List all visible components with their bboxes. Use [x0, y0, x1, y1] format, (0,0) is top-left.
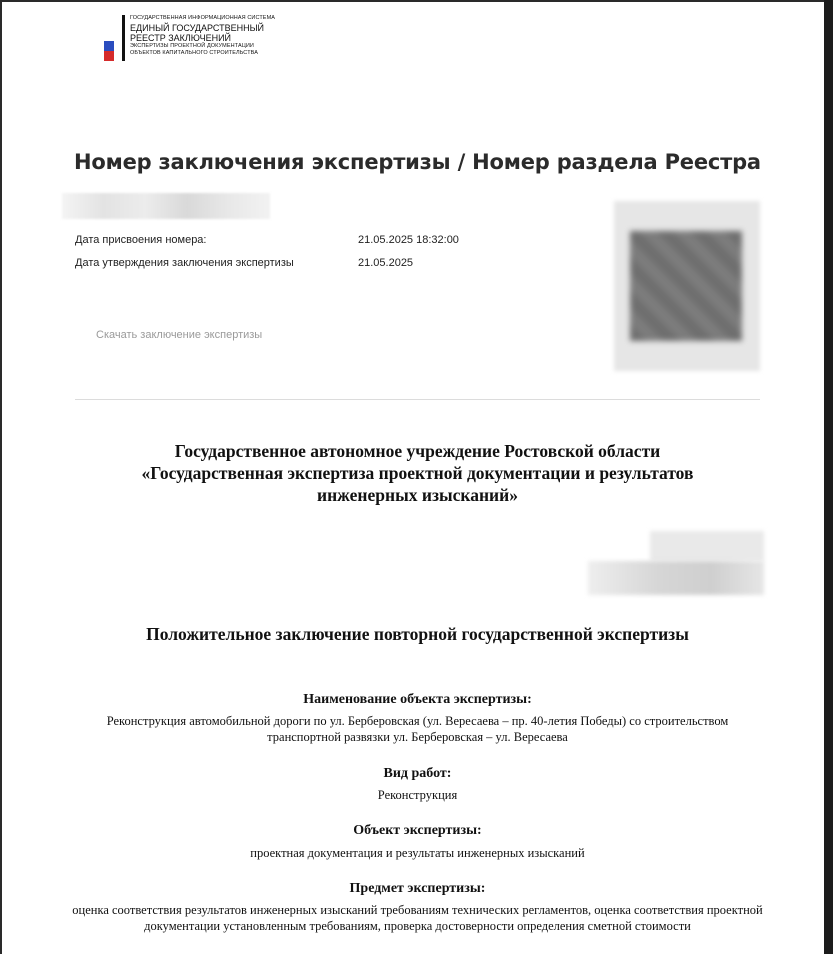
section-divider — [75, 399, 760, 400]
page-title: Номер заключения экспертизы / Номер раздела Реестра — [74, 150, 761, 174]
org-line-1: Государственное автономное учреждение Ростовской области — [174, 441, 661, 461]
logo-line-1: ГОСУДАРСТВЕННАЯ ИНФОРМАЦИОННАЯ СИСТЕМА — [130, 15, 276, 21]
work-type-value: Реконструкция — [377, 788, 458, 802]
object-name-value: Реконструкция автомобильной дороги по ул. Берберовская (ул. Вересаева – пр. 40-летия Победы) со строительством транспортной развязки ул. Берберовская – ул. Вересаева — [106, 714, 729, 744]
redacted-qr-code — [614, 201, 760, 371]
object-name-heading: Наименование объекта экспертизы: — [303, 692, 532, 707]
conclusion-title: Положительное заключение повторной государственной экспертизы — [146, 624, 689, 644]
logo-divider — [122, 15, 125, 61]
logo-line-5: ОБЪЕКТОВ КАПИТАЛЬНОГО СТРОИТЕЛЬСТВА — [130, 50, 259, 56]
expertise-object-heading: Объект экспертизы: — [353, 823, 482, 838]
logo-line-4: ЭКСПЕРТИЗЫ ПРОЕКТНОЙ ДОКУМЕНТАЦИИ — [130, 42, 254, 49]
expertise-object-value: проектная документация и результаты инженерных изысканий — [250, 846, 585, 860]
russian-flag-icon — [104, 31, 114, 61]
organization-name — [75, 440, 760, 506]
assign-date-value: 21.05.2025 18:32:00 — [358, 234, 459, 246]
logo-line-2: ЕДИНЫЙ ГОСУДАРСТВЕННЫЙ — [130, 22, 265, 33]
org-line-3: инженерных изысканий» — [317, 485, 518, 505]
assign-date-label: Дата присвоения номера: — [75, 234, 207, 246]
expertise-subject-value: оценка соответствия результатов инженерных изысканий требованиям технических регламентов, оценка соответствия проектной документации установленным требованиям, проверка достоверности определения сметной стоимости — [72, 903, 763, 933]
download-conclusion-link[interactable]: Скачать заключение экспертизы — [96, 329, 263, 341]
registry-logo — [104, 15, 284, 63]
redacted-stamp — [588, 531, 764, 595]
approve-date-label: Дата утверждения заключения экспертизы — [75, 257, 294, 269]
approve-date-value: 21.05.2025 — [358, 257, 414, 269]
expertise-subject-heading: Предмет экспертизы: — [349, 881, 486, 896]
logo-line-3: РЕЕСТР ЗАКЛЮЧЕНИЙ — [130, 32, 232, 43]
redacted-number — [62, 193, 270, 219]
org-line-2: «Государственная экспертиза проектной документации и результатов — [141, 463, 694, 483]
logo-text — [130, 16, 275, 59]
work-type-heading: Вид работ: — [383, 766, 452, 781]
window-edge-top — [0, 0, 833, 2]
window-edge-right — [824, 0, 833, 954]
window-edge-left — [0, 0, 2, 954]
